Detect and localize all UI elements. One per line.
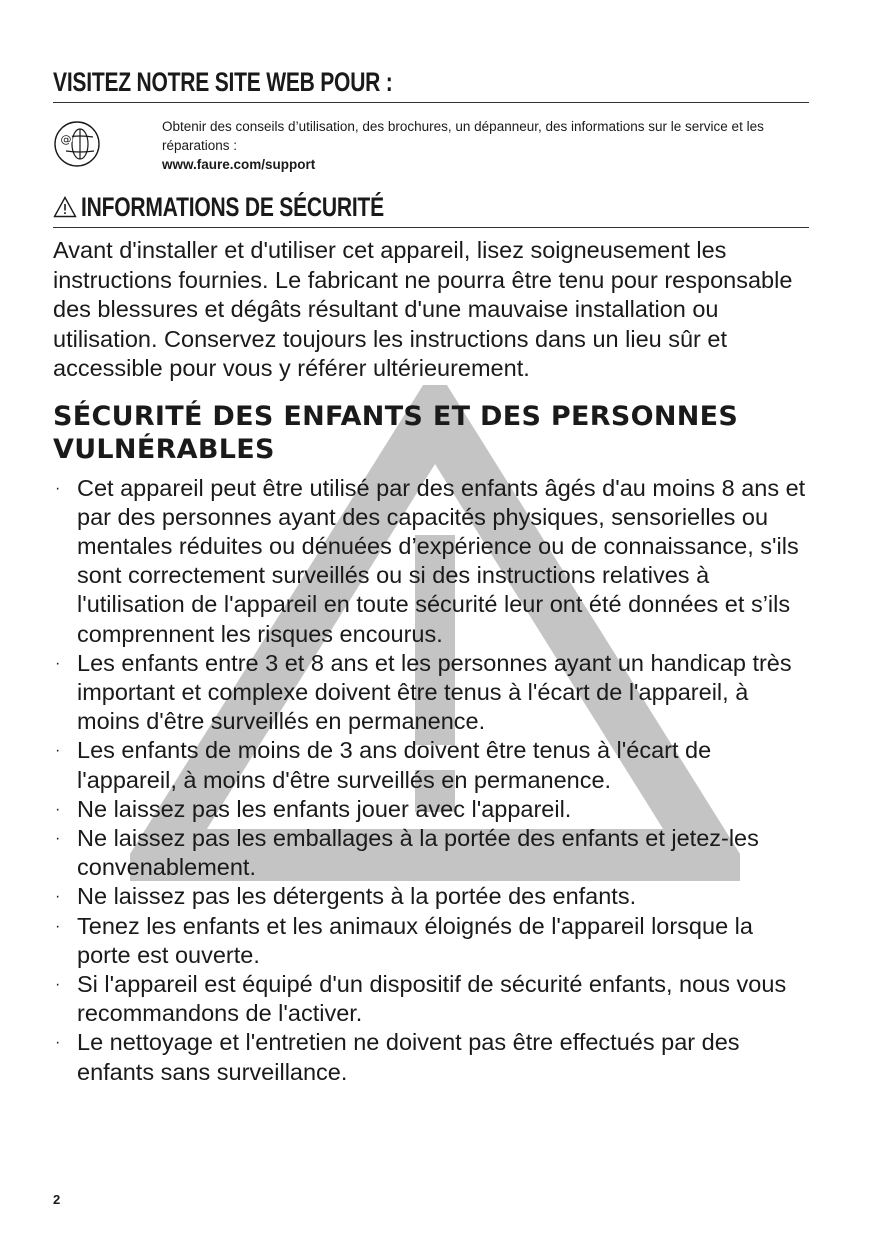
bullet-glyph: · (55, 888, 61, 906)
globe-at-icon (52, 119, 102, 169)
website-text (162, 117, 792, 174)
list-item-text: Le nettoyage et l'entretien ne doivent pas être effectués par des enfants sans surveillance. (77, 1029, 740, 1085)
website-heading: VISITEZ NOTRE SITE WEB POUR : (53, 67, 393, 97)
page-number: 2 (53, 1192, 61, 1207)
list-item (53, 736, 809, 794)
list-item-text: Ne laissez pas les emballages à la portée des enfants et jetez-les convenablement. (77, 824, 759, 881)
children-heading: SÉCURITÉ DES ENFANTS ET DES PERSONNES VULNÉRABLES (53, 400, 739, 465)
bullet-glyph: · (55, 742, 61, 760)
list-item-text: Ne laissez pas les enfants jouer avec l'appareil. (77, 795, 572, 822)
bullet-glyph: · (55, 829, 61, 847)
list-item (53, 824, 809, 882)
list-item-text: Les enfants entre 3 et 8 ans et les personnes ayant un handicap très important et complexe doivent être tenus à l'écart de l'appareil, à moins d'être surveillés en permanence. (77, 649, 792, 735)
bullet-glyph: · (55, 1034, 61, 1052)
bullet-glyph: · (55, 800, 61, 818)
page-content (53, 62, 809, 1087)
safety-heading-row (53, 187, 809, 227)
list-item-text: Cet appareil peut être utilisé par des enfants âgés d'au moins 8 ans et par des personnes ayant des capacités physiques, sensorielles ou mentales réduites ou dénuées d’expérience ou de connaissance, s'ils sont correctement surveillés ou si des instructions relatives à l'utilisation de l'appareil en toute sécurité leur ont été données et s’ils comprennent les risques encourus. (77, 474, 806, 647)
website-info (53, 117, 809, 175)
list-item (53, 970, 809, 1028)
safety-divider (53, 227, 809, 228)
list-item-text: Si l'appareil est équipé d'un dispositif de sécurité enfants, nous vous recommandons de l'activer. (77, 970, 787, 1027)
list-item (53, 882, 809, 911)
list-item-text: Tenez les enfants et les animaux éloignés de l'appareil lorsque la porte est ouverte. (77, 912, 753, 968)
list-item (53, 795, 809, 824)
bullet-glyph: · (55, 479, 61, 497)
list-item (53, 474, 809, 649)
children-safety-list (53, 474, 809, 1087)
svg-text:@: @ (60, 133, 72, 146)
list-item (53, 649, 809, 737)
safety-intro: Avant d'installer et d'utiliser cet appareil, lisez soigneusement les instructions fournies. Le fabricant ne pourra être tenu pour responsable des blessures et dégâts résultant d'une mauvaise installation ou utilisation. Conservez toujours les instructions dans un lieu sûr et accessible pour vous y référer ultérieurement. (53, 237, 793, 381)
website-divider (53, 102, 809, 103)
list-item-text: Ne laissez pas les détergents à la portée des enfants. (77, 883, 637, 910)
bullet-glyph: · (55, 654, 61, 672)
list-item-text: Les enfants de moins de 3 ans doivent être tenus à l'écart de l'appareil, à moins d'être surveillés en permanence. (77, 737, 712, 793)
bullet-glyph: · (55, 917, 61, 935)
website-url-link[interactable]: www.faure.com/support (162, 157, 316, 172)
safety-heading: INFORMATIONS DE SÉCURITÉ (81, 192, 384, 222)
warning-triangle-icon (53, 196, 77, 218)
bullet-glyph: · (55, 975, 61, 993)
list-item (53, 912, 809, 970)
website-description: Obtenir des conseils d’utilisation, des brochures, un dépanneur, des informations sur le service et les réparations : (162, 119, 764, 153)
list-item (53, 1028, 809, 1086)
